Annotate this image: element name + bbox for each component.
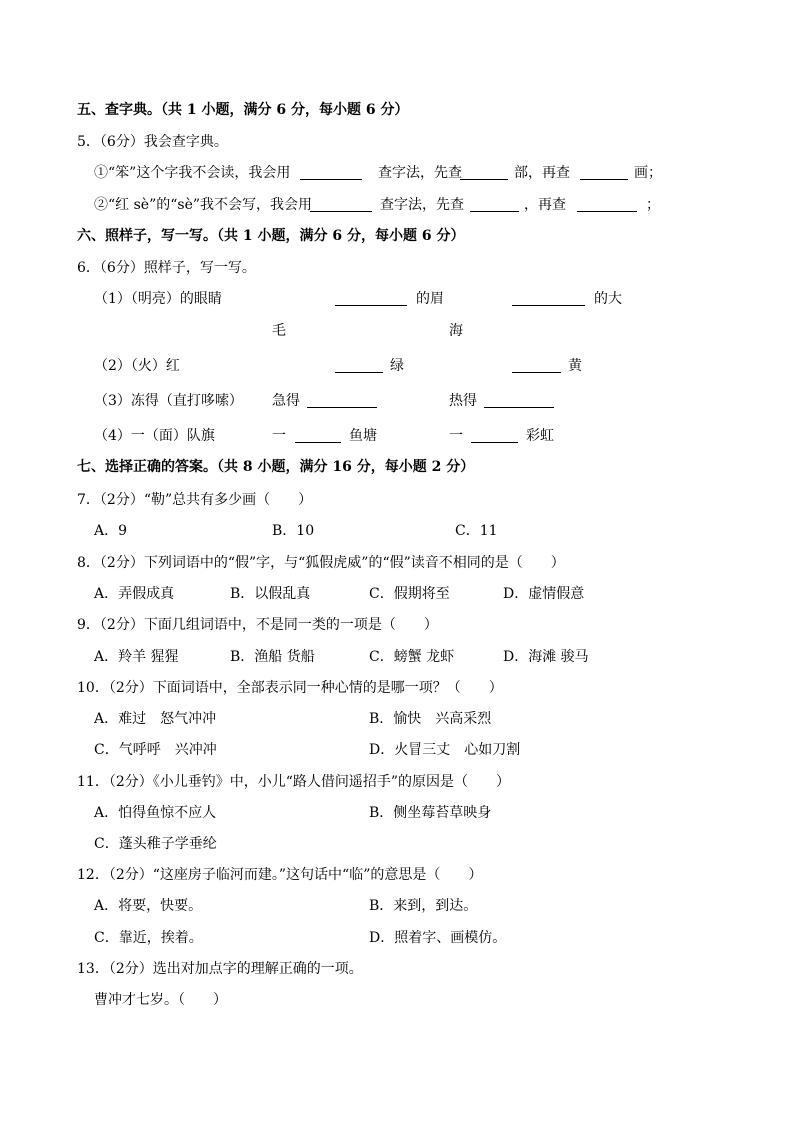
q6-row3-c-text: 热得: [449, 393, 477, 409]
q9-option-b: B．渔船 货船: [230, 649, 315, 665]
q5-line2-blank-2: [470, 197, 519, 212]
q6-row2-b-text: 绿: [390, 358, 404, 374]
q6-row4-b-suffix: 鱼塘: [349, 428, 377, 444]
q5-line1-text-3: 部，再查: [514, 165, 570, 181]
q6-row4-c-prefix: 一: [449, 428, 463, 444]
q9-option-a: A．羚羊 猩猩: [94, 649, 179, 665]
q5-line2-text-4: ；: [646, 197, 660, 213]
q6-row4-c-suffix: 彩虹: [526, 428, 554, 444]
q8-option-c: C．假期将至: [369, 586, 450, 602]
q10-option-a: A．难过 怒气冲冲: [94, 711, 217, 727]
q5-line1-text-4: 画；: [634, 165, 662, 181]
q12-option-a: A．将要，快要。: [94, 898, 203, 914]
question-6-stem: 6．（6分）照样子，写一写。: [77, 260, 256, 276]
q6-row3-example: （3）冻得（直打哆嗦）: [94, 393, 243, 409]
q5-line1-blank-2: [460, 165, 508, 180]
section-7-header: 七、选择正确的答案。（共 8 小题，满分 16 分，每小题 2 分）: [77, 459, 475, 475]
q12-option-c: C．靠近，挨着。: [94, 930, 203, 946]
q6-row3-blank-c: [484, 393, 554, 408]
q11-option-a: A．怕得鱼惊不应人: [94, 805, 217, 821]
q10-option-b: B．愉快 兴高采烈: [369, 711, 492, 727]
question-7-stem: 7．（2分）“勒”总共有多少画（ ）: [77, 492, 313, 508]
q9-option-d: D．海滩 骏马: [503, 649, 589, 665]
q6-row2-blank-b: [335, 358, 383, 373]
q7-option-a: A．9: [94, 523, 128, 539]
question-11-stem: 11．（2分）《小儿垂钓》中，小儿“路人借问遥招手”的原因是（ ）: [77, 774, 511, 790]
question-9-stem: 9．（2分）下面几组词语中，不是同一类的一项是（ ）: [77, 617, 438, 633]
q5-line1-blank-1: [300, 165, 362, 180]
q6-row1-b-wrap: 毛: [272, 323, 286, 339]
q6-row4-example: （4）一（面）队旗: [94, 428, 215, 444]
q8-option-a: A．弄假成真: [94, 586, 175, 602]
q6-row1-c-wrap: 海: [449, 323, 463, 339]
question-13-stem: 13．（2分）选出对加点字的理解正确的一项。: [77, 961, 363, 977]
q10-option-d: D．火冒三丈 心如刀割: [369, 742, 521, 758]
q6-row2-c-text: 黄: [568, 358, 582, 374]
q12-option-d: D．照着字、画模仿。: [369, 930, 507, 946]
q12-option-b: B．来到，到达。: [369, 898, 478, 914]
q11-option-c: C．蓬头稚子学垂纶: [94, 836, 217, 852]
q6-row4-blank-c: [471, 428, 518, 443]
q5-line2-text-3: ，再查: [524, 197, 566, 213]
q6-row1-c-text: 的大: [594, 291, 622, 307]
q6-row1-blank-b: [335, 291, 407, 306]
q5-line2-text-1: ②“红 sè”的“sè”我不会写，我会用: [94, 197, 313, 213]
q8-option-d: D．虚情假意: [503, 586, 585, 602]
q6-row2-example: （2）（火）红: [94, 358, 180, 374]
q10-option-c: C．气呼呼 兴冲冲: [94, 742, 217, 758]
q5-line2-blank-1: [310, 197, 372, 212]
question-10-stem: 10．（2分）下面词语中，全部表示同一种心情的是哪一项？（ ）: [77, 680, 503, 696]
question-12-stem: 12．（2分）“这座房子临河而建。”这句话中“临”的意思是（ ）: [77, 867, 483, 883]
q5-line2-text-2: 查字法，先查: [380, 197, 464, 213]
section-5-header: 五、查字典。（共 1 小题，满分 6 分，每小题 6 分）: [77, 102, 409, 118]
q11-option-b: B．侧坐莓苔草映身: [369, 805, 492, 821]
section-6-header: 六、照样子，写一写。（共 1 小题，满分 6 分，每小题 6 分）: [77, 228, 465, 244]
q6-row4-blank-b: [295, 428, 341, 443]
q6-row4-b-prefix: 一: [272, 428, 286, 444]
question-5-stem: 5．（6分）我会查字典。: [77, 134, 228, 150]
q5-line1-text-2: 查字法，先查: [378, 165, 462, 181]
q6-row3-b-text: 急得: [272, 393, 300, 409]
q6-row3-blank-b: [307, 393, 377, 408]
q7-option-c: C．11: [455, 523, 498, 539]
q7-option-b: B．10: [272, 523, 315, 539]
q5-line1-blank-3: [580, 165, 628, 180]
question-8-stem: 8．（2分）下列词语中的“假”字，与“狐假虎威”的“假”读音不相同的是（ ）: [77, 555, 565, 571]
q5-line2-blank-3: [577, 197, 637, 212]
q6-row1-example: （1）（明亮）的眼睛: [94, 291, 222, 307]
q13-sub-question: 曹冲才七岁。（ ）: [94, 992, 227, 1008]
q6-row2-blank-c: [512, 358, 561, 373]
q5-line1-text-1: ①“笨”这个字我不会读，我会用: [94, 165, 291, 181]
q8-option-b: B．以假乱真: [230, 586, 311, 602]
q6-row1-blank-c: [512, 291, 585, 306]
q6-row1-b-text: 的眉: [416, 291, 444, 307]
q9-option-c: C．螃蟹 龙虾: [369, 649, 455, 665]
